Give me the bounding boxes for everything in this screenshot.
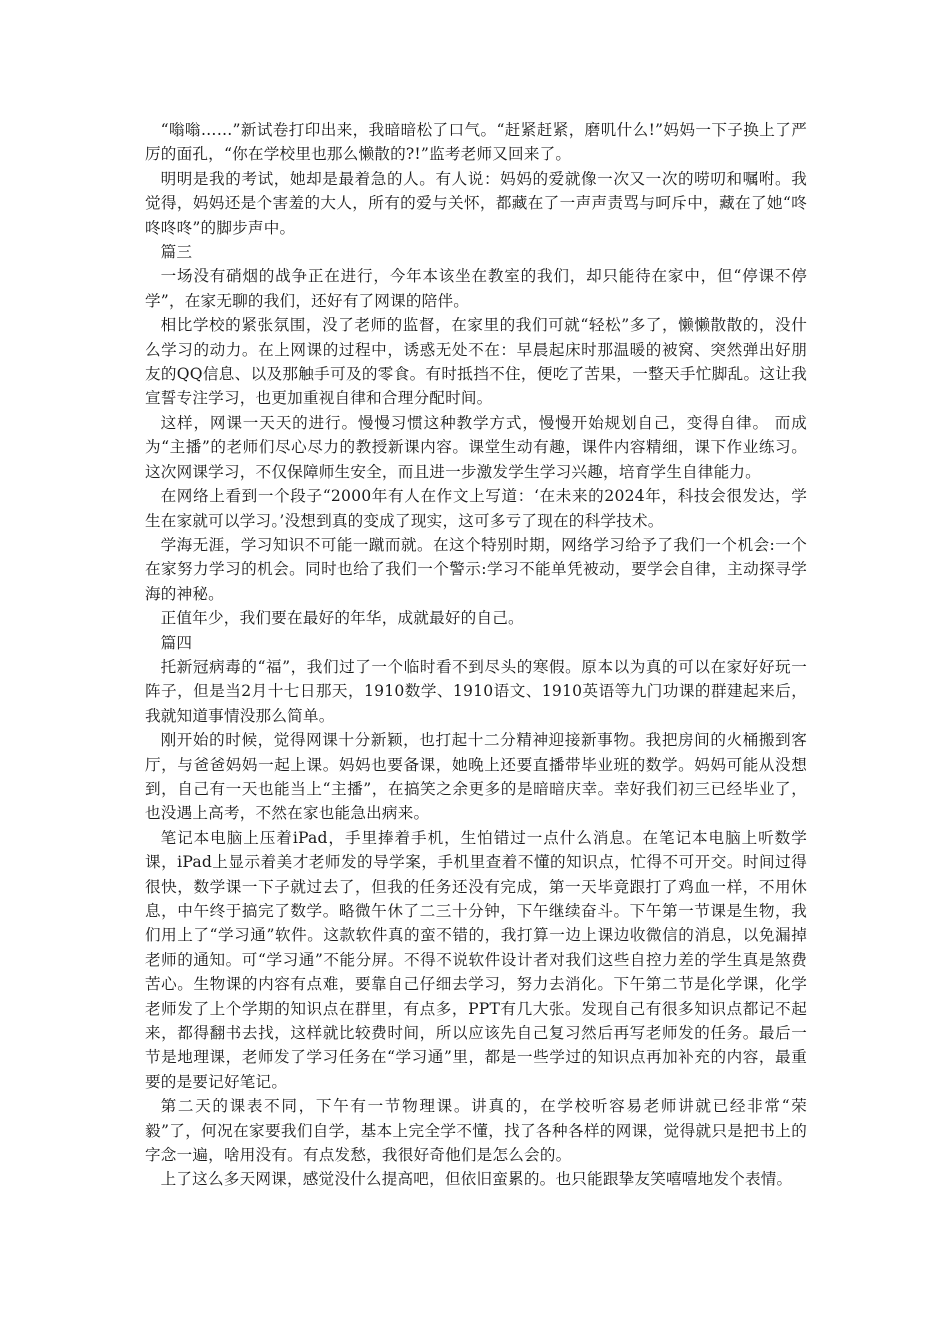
paragraph: 一场没有硝烟的战争正在进行，今年本该坐在教室的我们，却只能待在家中，但“停课不停学”，在家无聊的我们，还好有了网课的陪伴。 (145, 267, 807, 310)
paragraph: 笔记本电脑上压着iPad，手里捧着手机，生怕错过一点什么消息。在笔记本电脑上听数学课，iPad上显示着美才老师发的导学案，手机里查着不懂的知识点，忙得不可开交。时间过得很快，数学课一下子就过去了，但我的任务还没有完成，第一天毕竟跟打了鸡血一样，不用休息，中午终于搞完了数学。略微午休了二三十分钟，下午继续奋斗。下午第一节课是生物，我们用上了“学习通”软件。这款软件真的蛮不错的，我打算一边上课边收微信的消息，以免漏掉老师的通知。可“学习通”不能分屏。不得不说软件设计者对我们这些自控力差的学生真是煞费苦心。生物课的内容有点难，要靠自己仔细去学习，努力去消化。下午第二节是化学课，化学老师发了上个学期的知识点在群里，有点多，PPT有几大张。发现自己有很多知识点都记不起来，都得翻书去找，这样就比较费时间，所以应该先自己复习然后再写老师发的任务。最后一节是地理课，老师发了学习任务在“学习通”里，都是一些学过的知识点再加补充的内容，最重要的是要记好笔记。 (145, 828, 807, 1091)
document-body (145, 118, 807, 1192)
paragraph: 在网络上看到一个段子“2000年有人在作文上写道：‘在未来的2024年，科技会很发达，学生在家就可以学习。’没想到真的变成了现实，这可多亏了现在的科学技术。 (145, 487, 807, 530)
paragraph: 这样，网课一天天的进行。慢慢习惯这种教学方式，慢慢开始规划自己，变得自律。 而成为“主播”的老师们尽心尽力的教授新课内容。课堂生动有趣，课件内容精细，课下作业练习。这次网课学习，不仅保障师生安全，而且进一步激发学生学习兴趣，培育学生自律能力。 (145, 413, 807, 481)
paragraph: 托新冠病毒的“福”，我们过了一个临时看不到尽头的寒假。原本以为真的可以在家好好玩一阵子，但是当2月十七日那天，1910数学、1910语文、1910英语等九门功课的群建起来后，我就知道事情没那么简单。 (145, 657, 807, 725)
section-heading: 篇四 (160, 633, 193, 652)
paragraph: “嗡嗡……”新试卷打印出来，我暗暗松了口气。“赶紧赶紧，磨叽什么!”妈妈一下子换上了严厉的面孔，“你在学校里也那么懒散的?!”监考老师又回来了。 (145, 121, 807, 164)
paragraph: 上了这么多天网课，感觉没什么提高吧，但依旧蛮累的。也只能跟挚友笑嘻嘻地发个表情。 (160, 1170, 793, 1189)
section-heading: 篇三 (160, 243, 193, 262)
paragraph: 明明是我的考试，她却是最着急的人。有人说：妈妈的爱就像一次又一次的唠叨和嘱咐。我觉得，妈妈还是个害羞的大人，所有的爱与关怀，都藏在了一声声责骂与呵斥中，藏在了她“咚咚咚咚”的脚步声中。 (145, 169, 807, 237)
paragraph: 学海无涯，学习知识不可能一蹴而就。在这个特别时期，网络学习给予了我们一个机会:一个在家努力学习的机会。同时也给了我们一个警示:学习不能单凭被动，要学会自律，主动探寻学海的神秘。 (145, 535, 807, 603)
paragraph: 刚开始的时候，觉得网课十分新颖，也打起十二分精神迎接新事物。我把房间的火桶搬到客厅，与爸爸妈妈一起上课。妈妈也要备课，她晚上还要直播带毕业班的数学。妈妈可能从没想到，自己有一天也能当上“主播”，在搞笑之余更多的是暗暗庆幸。幸好我们初三已经毕业了，也没遇上高考，不然在家也能急出病来。 (145, 731, 807, 823)
paragraph: 正值年少，我们要在最好的年华，成就最好的自己。 (160, 609, 524, 628)
paragraph: 相比学校的紧张氛围，没了老师的监督，在家里的我们可就“轻松”多了，懒懒散散的，没什么学习的动力。在上网课的过程中，诱惑无处不在：早晨起床时那温暖的被窝、突然弹出好朋友的QQ信息、以及那触手可及的零食。有时抵挡不住，便吃了苦果，一整天手忙脚乱。这让我宣誓专注学习，也更加重视自律和合理分配时间。 (145, 316, 807, 408)
paragraph: 第二天的课表不同，下午有一节物理课。讲真的，在学校听容易老师讲就已经非常“荣毅”了，何况在家要我们自学，基本上完全学不懂，找了各种各样的网课，觉得就只是把书上的字念一遍，啥用没有。有点发愁，我很好奇他们是怎么会的。 (145, 1097, 807, 1165)
